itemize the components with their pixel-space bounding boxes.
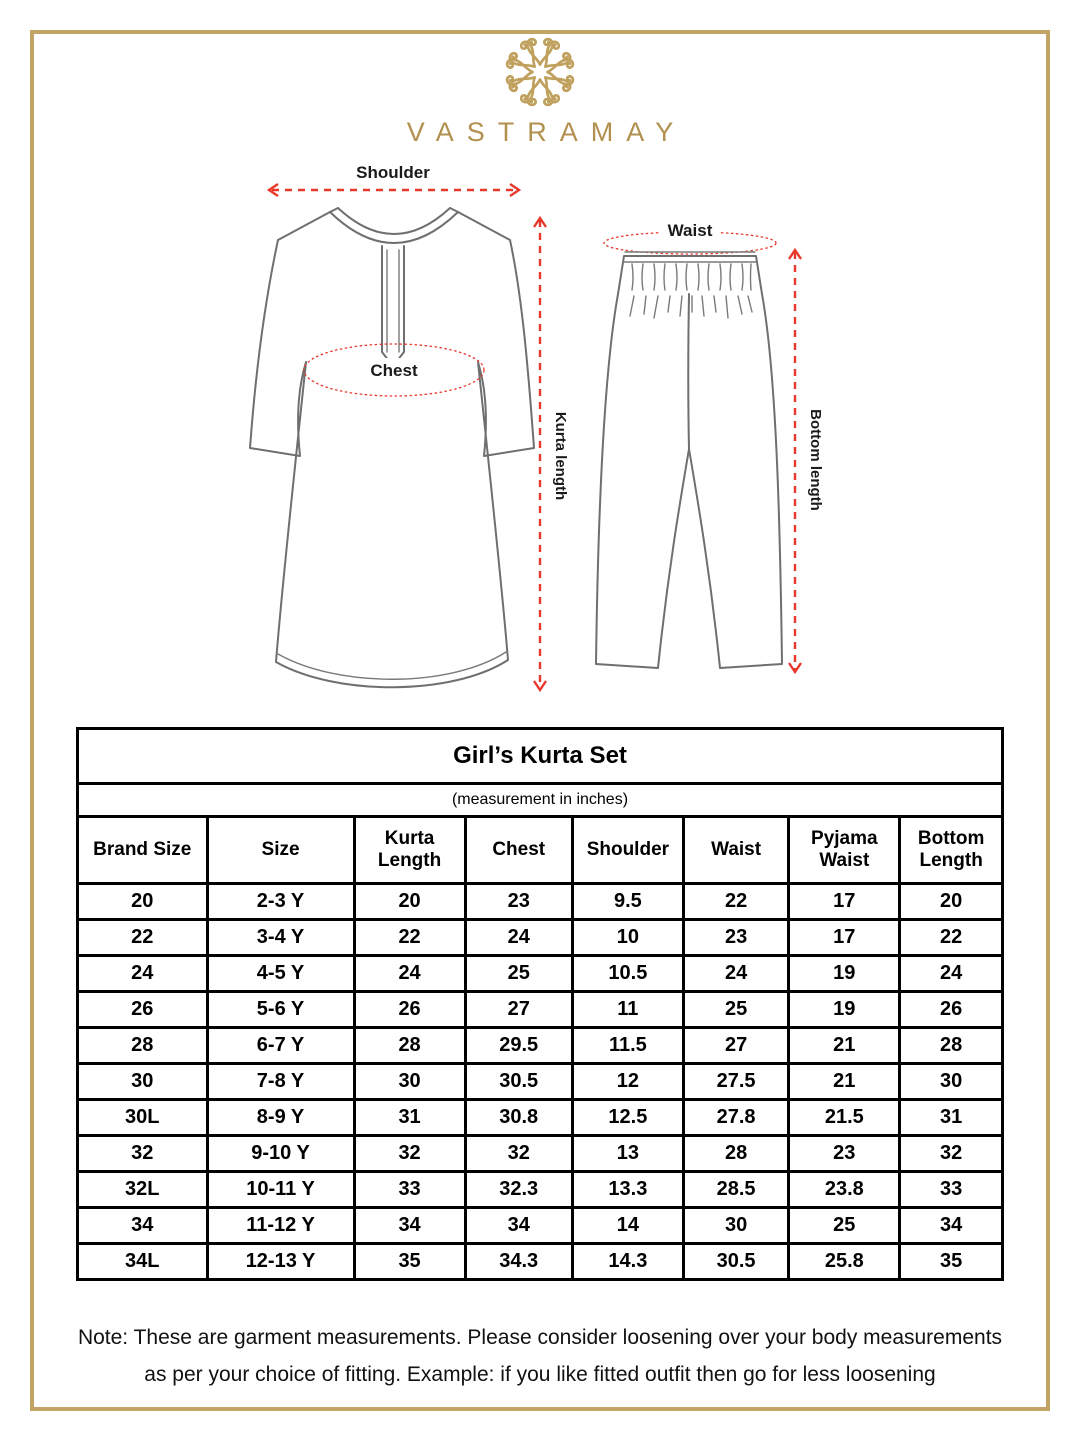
size-cell: 23 xyxy=(789,1136,900,1172)
size-cell: 4-5 Y xyxy=(207,956,354,992)
table-subtitle: (measurement in inches) xyxy=(78,784,1003,817)
kurta-length-label: Kurta length xyxy=(552,411,569,501)
size-cell: 32 xyxy=(78,1136,208,1172)
size-cell: 35 xyxy=(354,1244,465,1280)
brand-name: VASTRAMAY xyxy=(406,117,687,147)
kurta-measurement-diagram xyxy=(236,156,572,716)
note-line-2: as per your choice of fitting. Example: if you like fitted outfit then go for less loosening xyxy=(144,1362,936,1386)
table-row xyxy=(78,992,1003,1028)
size-cell: 20 xyxy=(78,884,208,920)
size-cell: 31 xyxy=(354,1100,465,1136)
size-cell: 24 xyxy=(354,956,465,992)
size-cell: 30.8 xyxy=(465,1100,572,1136)
size-cell: 10 xyxy=(572,920,683,956)
size-cell: 24 xyxy=(683,956,788,992)
size-cell: 30.5 xyxy=(465,1064,572,1100)
size-cell: 9.5 xyxy=(572,884,683,920)
size-cell: 25 xyxy=(789,1208,900,1244)
size-cell: 33 xyxy=(900,1172,1003,1208)
size-cell: 31 xyxy=(900,1100,1003,1136)
floral-swirl-ornament-icon xyxy=(502,34,578,110)
size-cell: 26 xyxy=(354,992,465,1028)
pyjama-waist-label: Waist xyxy=(667,221,713,240)
size-cell: 32L xyxy=(78,1172,208,1208)
size-cell: 28 xyxy=(900,1028,1003,1064)
size-cell: 23.8 xyxy=(789,1172,900,1208)
size-cell: 11.5 xyxy=(572,1028,683,1064)
table-title: Girl’s Kurta Set xyxy=(78,729,1003,784)
size-cell: 32 xyxy=(354,1136,465,1172)
size-cell: 30 xyxy=(78,1064,208,1100)
size-cell: 25.8 xyxy=(789,1244,900,1280)
size-cell: 13.3 xyxy=(572,1172,683,1208)
size-cell: 34 xyxy=(465,1208,572,1244)
kurta-chest-label: Chest xyxy=(370,361,418,380)
size-cell: 21.5 xyxy=(789,1100,900,1136)
size-cell: 32 xyxy=(900,1136,1003,1172)
size-cell: 33 xyxy=(354,1172,465,1208)
size-cell: 27 xyxy=(683,1028,788,1064)
size-cell: 19 xyxy=(789,956,900,992)
size-cell: 17 xyxy=(789,884,900,920)
size-table-body xyxy=(78,884,1003,1280)
size-cell: 6-7 Y xyxy=(207,1028,354,1064)
size-cell: 12-13 Y xyxy=(207,1244,354,1280)
pyjama-measurement-diagram xyxy=(588,212,850,682)
table-row xyxy=(78,1136,1003,1172)
size-cell: 9-10 Y xyxy=(207,1136,354,1172)
table-row xyxy=(78,920,1003,956)
size-cell: 19 xyxy=(789,992,900,1028)
table-row xyxy=(78,1172,1003,1208)
size-cell: 13 xyxy=(572,1136,683,1172)
size-cell: 5-6 Y xyxy=(207,992,354,1028)
size-cell: 22 xyxy=(78,920,208,956)
size-cell: 8-9 Y xyxy=(207,1100,354,1136)
size-cell: 24 xyxy=(78,956,208,992)
size-cell: 25 xyxy=(465,956,572,992)
size-cell: 32.3 xyxy=(465,1172,572,1208)
size-cell: 35 xyxy=(900,1244,1003,1280)
size-cell: 25 xyxy=(683,992,788,1028)
size-cell: 28 xyxy=(78,1028,208,1064)
size-cell: 14.3 xyxy=(572,1244,683,1280)
size-cell: 34 xyxy=(900,1208,1003,1244)
table-row xyxy=(78,1064,1003,1100)
size-cell: 27.5 xyxy=(683,1064,788,1100)
column-header: Brand Size xyxy=(78,817,208,884)
size-cell: 12 xyxy=(572,1064,683,1100)
size-cell: 12.5 xyxy=(572,1100,683,1136)
size-cell: 23 xyxy=(683,920,788,956)
column-header: Pyjama Waist xyxy=(789,817,900,884)
size-cell: 11-12 Y xyxy=(207,1208,354,1244)
size-table-section xyxy=(76,727,1004,1281)
size-cell: 28.5 xyxy=(683,1172,788,1208)
table-title-row xyxy=(78,729,1003,784)
size-cell: 20 xyxy=(900,884,1003,920)
pyjama-bottom-length-label: Bottom length xyxy=(807,409,824,511)
table-subtitle-row xyxy=(78,784,1003,817)
column-header: Shoulder xyxy=(572,817,683,884)
size-cell: 30 xyxy=(683,1208,788,1244)
size-cell: 17 xyxy=(789,920,900,956)
size-cell: 14 xyxy=(572,1208,683,1244)
column-header: Bottom Length xyxy=(900,817,1003,884)
table-row xyxy=(78,1244,1003,1280)
brand-logo xyxy=(0,34,1080,148)
column-header: Waist xyxy=(683,817,788,884)
size-cell: 21 xyxy=(789,1028,900,1064)
size-cell: 34 xyxy=(78,1208,208,1244)
size-cell: 3-4 Y xyxy=(207,920,354,956)
size-cell: 34.3 xyxy=(465,1244,572,1280)
size-cell: 29.5 xyxy=(465,1028,572,1064)
size-cell: 7-8 Y xyxy=(207,1064,354,1100)
size-cell: 34L xyxy=(78,1244,208,1280)
size-cell: 28 xyxy=(354,1028,465,1064)
note-line-1: Note: These are garment measurements. Please consider loosening over your body measurements xyxy=(77,1326,1003,1349)
size-cell: 26 xyxy=(78,992,208,1028)
size-cell: 28 xyxy=(683,1136,788,1172)
size-cell: 30.5 xyxy=(683,1244,788,1280)
size-cell: 32 xyxy=(465,1136,572,1172)
table-row xyxy=(78,1208,1003,1244)
size-cell: 24 xyxy=(900,956,1003,992)
table-header-row xyxy=(78,817,1003,884)
table-row xyxy=(78,1028,1003,1064)
column-header: Kurta Length xyxy=(354,817,465,884)
size-cell: 22 xyxy=(900,920,1003,956)
size-cell: 22 xyxy=(683,884,788,920)
size-cell: 26 xyxy=(900,992,1003,1028)
size-cell: 30 xyxy=(354,1064,465,1100)
size-cell: 11 xyxy=(572,992,683,1028)
size-cell: 34 xyxy=(354,1208,465,1244)
measurement-note xyxy=(50,1320,1030,1394)
size-cell: 24 xyxy=(465,920,572,956)
size-cell: 20 xyxy=(354,884,465,920)
table-row xyxy=(78,884,1003,920)
table-row xyxy=(78,1100,1003,1136)
size-cell: 10.5 xyxy=(572,956,683,992)
size-cell: 21 xyxy=(789,1064,900,1100)
column-header: Chest xyxy=(465,817,572,884)
size-cell: 22 xyxy=(354,920,465,956)
size-cell: 27.8 xyxy=(683,1100,788,1136)
size-cell: 2-3 Y xyxy=(207,884,354,920)
size-cell: 30 xyxy=(900,1064,1003,1100)
size-cell: 27 xyxy=(465,992,572,1028)
size-cell: 23 xyxy=(465,884,572,920)
size-cell: 30L xyxy=(78,1100,208,1136)
kurta-shoulder-label: Shoulder xyxy=(356,163,430,182)
table-row xyxy=(78,956,1003,992)
column-header: Size xyxy=(207,817,354,884)
size-table xyxy=(76,727,1004,1281)
size-cell: 10-11 Y xyxy=(207,1172,354,1208)
